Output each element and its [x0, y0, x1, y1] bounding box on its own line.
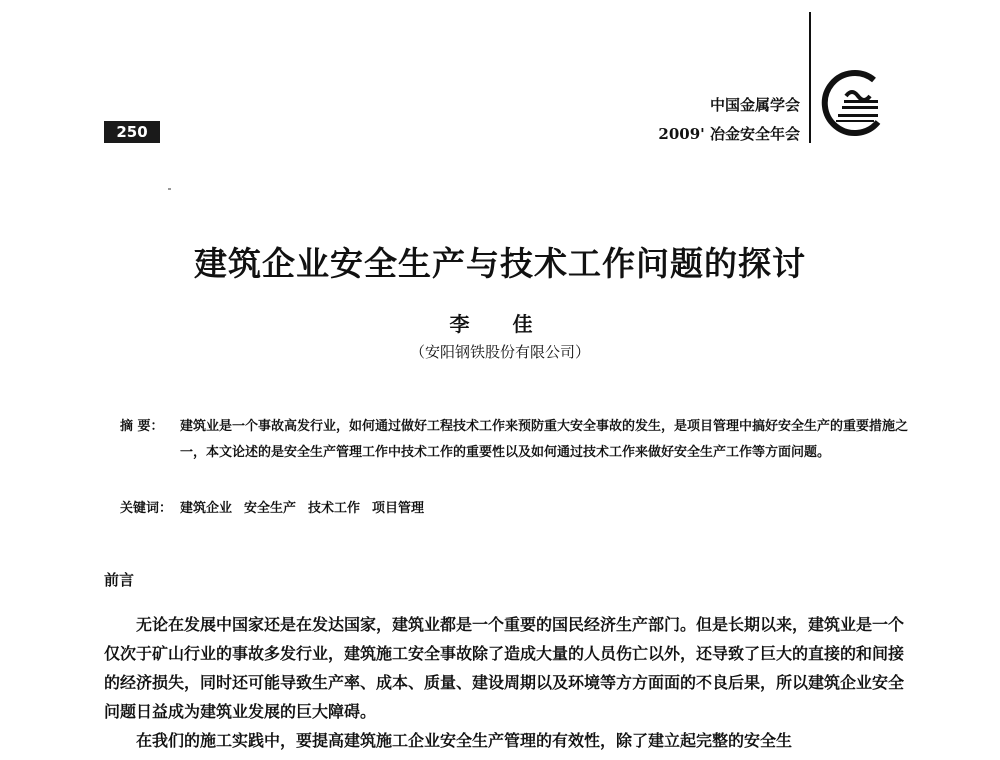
abstract — [120, 414, 910, 466]
keyword: 建筑企业 — [180, 501, 233, 516]
keywords-label: 关键词： — [120, 501, 173, 516]
article-title: 建筑企业安全生产与技术工作问题的探讨 — [194, 244, 806, 283]
scan-speck — [168, 188, 171, 190]
society-name: 中国金属学会 — [709, 96, 800, 114]
section-heading: 前言 — [104, 571, 135, 589]
keyword: 技术工作 — [308, 501, 361, 516]
running-header — [658, 91, 800, 149]
body-text — [104, 610, 912, 755]
header-divider — [809, 12, 811, 143]
paragraph: 在我们的施工实践中，要提高建筑施工企业安全生产管理的有效性，除了建立起完整的安全生 — [136, 731, 793, 750]
keyword: 项目管理 — [372, 501, 425, 516]
abstract-label: 摘 要： — [120, 419, 164, 434]
abstract-text: 建筑业是一个事故高发行业，如何通过做好工程技术工作来预防重大安全事故的发生，是项目管理中搞好安全生产的重要措施之一，本文论述的是安全生产管理工作中技术工作的重要性以及如何通过技术工作来做好安全生产工作等方面问题。 — [180, 419, 909, 460]
metals-society-logo-icon — [816, 66, 892, 142]
author-affiliation: （安阳钢铁股份有限公司） — [409, 343, 590, 361]
article-author: 李 佳 — [449, 312, 551, 336]
keyword: 安全生产 — [244, 501, 297, 516]
paragraph: 无论在发展中国家还是在发达国家，建筑业都是一个重要的国民经济生产部门。但是长期以来，建筑业是一个仅次于矿山行业的事故多发行业，建筑施工安全事故除了造成大量的人员伤亡以外，还导致了巨大的直接的和间接的经济损失，同时还可能导致生产率、成本、质量、建设周期以及环境等方方面面的不良后果，所以建筑企业安全问题日益成为建筑业发展的巨大障碍。 — [104, 615, 905, 721]
page-number: 250 — [104, 121, 160, 143]
keywords — [120, 496, 910, 522]
conference-name: 2009' 冶金安全年会 — [658, 125, 800, 143]
